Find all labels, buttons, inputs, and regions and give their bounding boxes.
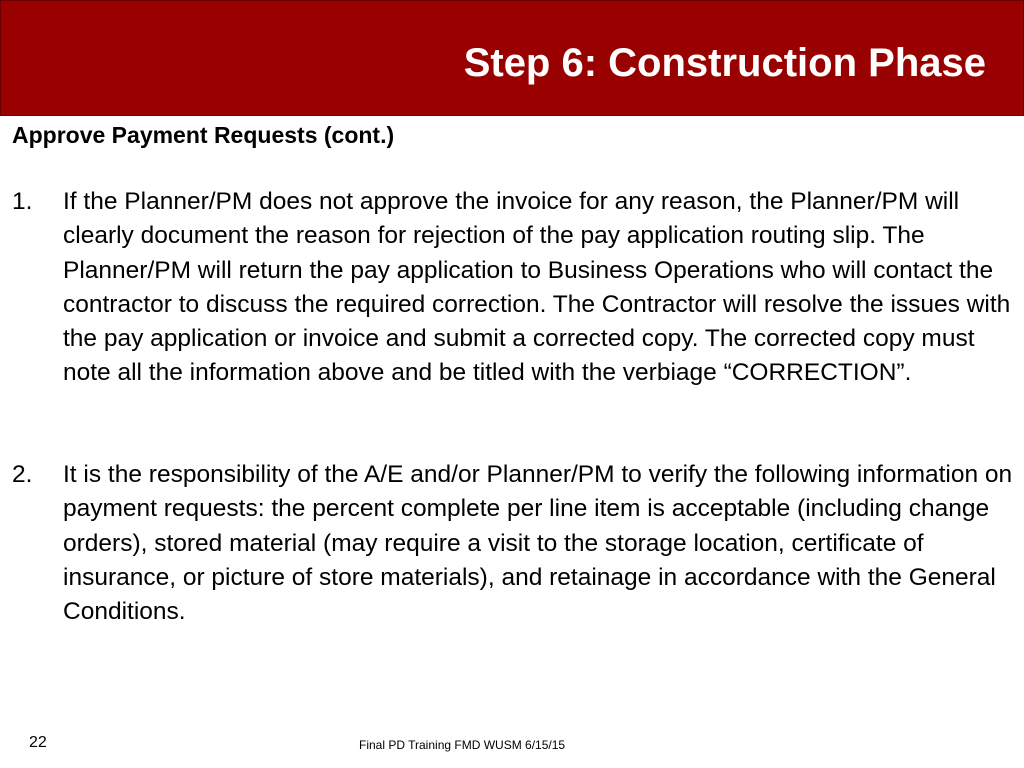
list-item-number: 1. (12, 188, 33, 215)
footer-text: Final PD Training FMD WUSM 6/15/15 (359, 738, 566, 752)
list-item (12, 185, 1016, 391)
header-bar (0, 0, 1024, 116)
page-number: 22 (29, 734, 47, 751)
slide-title: Step 6: Construction Phase (463, 41, 986, 85)
list-item (12, 458, 1016, 629)
list-item-text: It is the responsibility of the A/E and/or Planner/PM to verify the following information on payment requests: the percent complete per line item is acceptable (including change orders), stored material (may require a visit to the storage location, certificate of insurance, or picture of store materials), and retainage in accordance with the General Conditions. (63, 461, 1013, 626)
list-item-text: If the Planner/PM does not approve the invoice for any reason, the Planner/PM will clearly document the reason for rejection of the pay application routing slip. The Planner/PM will return the pay application to Business Operations who will contact the contractor to discuss the required correction. The Contractor will resolve the issues with the pay application or invoice and submit a corrected copy. The corrected copy must note all the information above and be titled with the verbiage “CORRECTION”. (63, 188, 1011, 387)
list-item-number: 2. (12, 461, 33, 488)
section-subheading: Approve Payment Requests (cont.) (12, 122, 395, 148)
